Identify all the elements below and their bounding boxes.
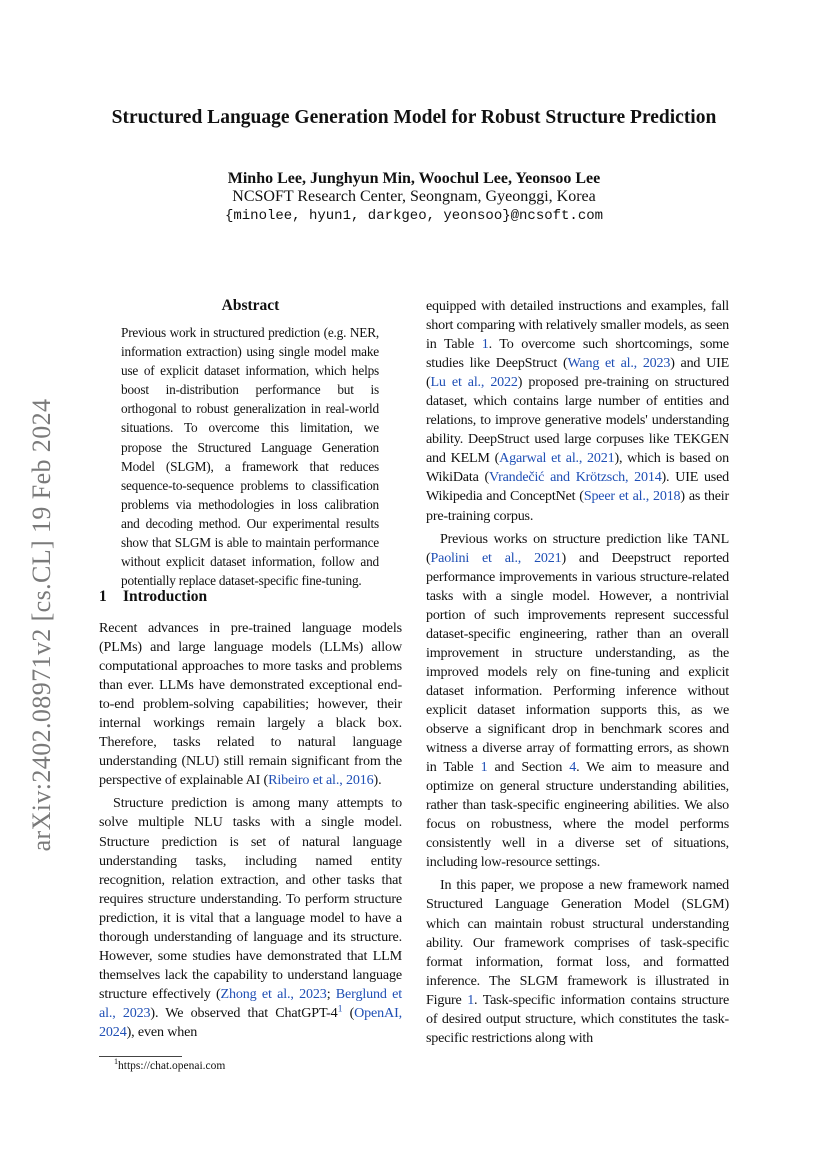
text-run: . We aim to measure and optimize on general structure understanding abilities, rather than task-specific engineering abilities. We also focus on robustness, where the model performs consistently well in a diverse set of situations, including low-resource settings.: [426, 759, 729, 871]
text-run: (: [342, 1004, 355, 1021]
text-run: ) and Deepstruct reported performance improvements in various structure-related tasks with a single model. However, a nontrivial portion of such improvements represent successful dataset-specific engineering, rather than an overall improvement in structure understanding, as the improved models rely on fine-tuning and explicit dataset information. Performing inference without explicit dataset information supports this, as we observe a significant drop in benchmark scores and witness a diverse array of formatting errors, as shown in Table: [426, 549, 729, 776]
text-run: ) and UIE (: [426, 355, 729, 391]
text-run: . Task-specific information contains structure of desired output structure, which constitutes the task-specific restrictions along with: [426, 991, 730, 1046]
abstract-text: Previous work in structured prediction (e.g. NER, information extraction) using single model make use of explicit dataset information, which helps boost in-distribution performance but is orthogonal to robust generalization in real-world situations. To overcome this limitation, we propose the Structured Language Generation Model (SLGM), a framework that reduces sequence-to-sequence problems to classification problems via methodologies in loss calibration and decoding method. Our experimental results show that SLGM is able to maintain performance without explicit dataset information, follow and potentially replace dataset-specific fine-tuning.: [121, 325, 379, 589]
text-run: ) as their pre-training corpus.: [426, 488, 729, 524]
author-emails: {minolee, hyun1, darkgeo, yeonsoo}@ncsoft.com: [224, 208, 604, 224]
text-run: . To overcome such shortcomings, some studies like DeepStruct (: [426, 336, 729, 372]
text-run: ). We observed that ChatGPT-4: [150, 1004, 338, 1021]
intro-paragraph-3: [426, 297, 729, 526]
text-run: ), which is based on WikiData (: [426, 450, 729, 486]
text-run: ), even when: [126, 1023, 198, 1040]
section-title-text: Introduction: [123, 588, 208, 605]
citation-link[interactable]: Wang et al., 2023: [567, 355, 671, 372]
table-ref-link[interactable]: 1: [481, 336, 489, 353]
text-run: and Section: [487, 759, 570, 776]
citation-link[interactable]: Agarwal et al., 2021: [499, 450, 615, 467]
intro-paragraph-5: [426, 876, 729, 1047]
citation-link[interactable]: Vrandečić and Krötzsch, 2014: [488, 469, 662, 486]
citation-link[interactable]: Paolini et al., 2021: [430, 549, 562, 566]
text-run: ) proposed pre-training on structured dataset, which contains large number of entities and relations, to improve generative models' understanding ability. DeepStruct used large corpuses like TEKGEN and KELM (: [426, 374, 729, 467]
paper-title: Structured Language Generation Model for Robust Structure Prediction: [111, 107, 717, 128]
footnote-rule: [99, 1056, 182, 1057]
affiliation: NCSOFT Research Center, Seongnam, Gyeonggi, Korea: [232, 188, 596, 205]
figure-ref-link[interactable]: 1: [467, 991, 475, 1008]
citation-link[interactable]: Ribeiro et al., 2016: [268, 772, 374, 789]
citation-link[interactable]: Lu et al., 2022: [430, 374, 518, 391]
text-run: equipped with detailed instructions and examples, fall short comparing with relatively smaller models, as seen in Table: [426, 298, 729, 353]
intro-paragraph-1: [99, 619, 402, 790]
intro-paragraph-4: [426, 530, 729, 873]
arxiv-identifier-text: arXiv:2402.08971v2 [cs.CL] 19 Feb 2024: [27, 398, 56, 852]
text-run: ).: [373, 772, 382, 789]
intro-paragraph-2: [99, 794, 402, 1042]
text-run: Previous works on structure prediction like TANL (: [426, 530, 729, 566]
text-run: Recent advances in pre-trained language models (PLMs) and large language models (LLMs) allow computational approaches to more tasks and problems than ever. LLMs have demonstrated exceptional end-to-end problem-solving capabilities; however, their internal workings remain largely a black box. Therefore, tasks related to natural language understanding (NLU) still remain significant from the perspective of explainable AI (: [99, 620, 402, 789]
left-column: [99, 619, 402, 1042]
text-run: ;: [326, 985, 336, 1002]
citation-link[interactable]: Zhong et al., 2023: [220, 985, 327, 1002]
footnote-text: https://chat.openai.com: [118, 1060, 226, 1072]
author-list: Minho Lee, Junghyun Min, Woochul Lee, Yeonsoo Lee: [227, 170, 601, 187]
arxiv-identifier: [24, 365, 60, 885]
text-run: ). UIE used Wikipedia and ConceptNet (: [426, 469, 729, 505]
text-run: In this paper, we propose a new framework named Structured Language Generation Model (SLGM) which can maintain robust structural understanding ability. Our framework comprises of task-specific format information, format loss, and formatted inference. The SLGM framework is illustrated in Figure: [426, 877, 729, 1008]
footnote-marker[interactable]: 1: [337, 1003, 343, 1015]
right-column: [426, 297, 729, 1048]
abstract-heading: Abstract: [221, 297, 280, 314]
table-ref-link[interactable]: 1: [480, 759, 488, 776]
section-ref-link[interactable]: 4: [569, 759, 577, 776]
section-number: 1: [99, 588, 107, 605]
section-heading-introduction: [99, 587, 402, 607]
citation-link[interactable]: Speer et al., 2018: [583, 488, 681, 505]
footnote-number: 1: [114, 1057, 119, 1067]
citation-link[interactable]: Berglund et al., 2023: [99, 985, 403, 1021]
citation-link[interactable]: OpenAI, 2024: [99, 1004, 402, 1040]
footnote: [114, 1059, 225, 1073]
text-run: Structure prediction is among many attempts to solve multiple NLU tasks with a single model. Structure prediction is set of natural language understanding tasks, including named entity recognition, relation extraction, and other tasks that requires structure understanding. To perform structure prediction, it is vital that a language model to have a thorough understanding of language and its structure. However, some studies have demonstrated that LLM themselves lack the capability to understand language structure effectively (: [99, 795, 402, 1002]
